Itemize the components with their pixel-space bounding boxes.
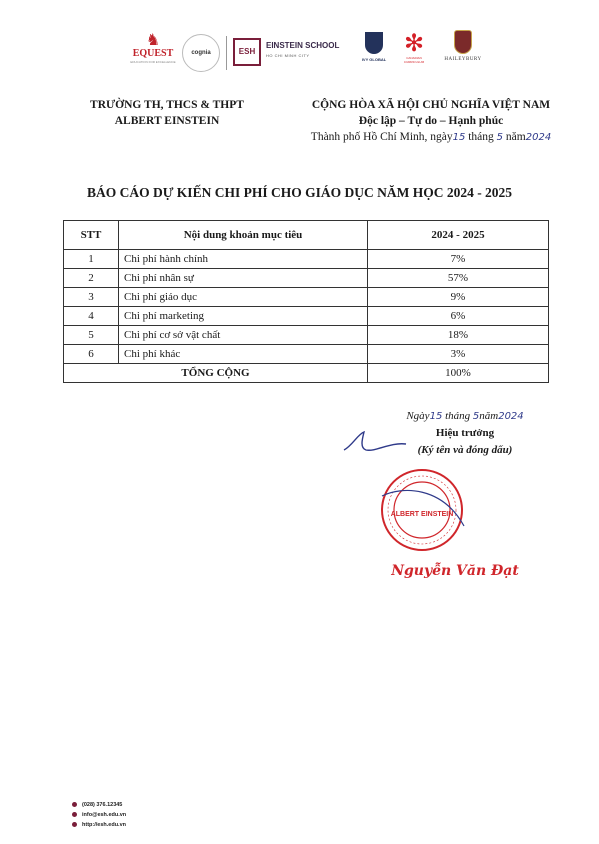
total-value: 100%	[368, 364, 549, 383]
contact-web[interactable]	[72, 820, 126, 830]
row-stt: 3	[64, 288, 119, 307]
bullet-icon	[72, 812, 77, 817]
shield-icon	[365, 32, 383, 54]
signer-role: Hiệu trưởng	[435, 427, 495, 439]
phone-text: (028) 376.12345	[82, 802, 123, 808]
ivy-logo-text: IVY GLOBAL	[361, 57, 387, 62]
equest-logo-subtext: EDUCATION FOR EXCELLENCE	[130, 60, 176, 64]
total-row	[64, 364, 549, 383]
sig-month-label: tháng	[445, 410, 471, 422]
row-value: 3%	[368, 345, 549, 364]
nation-title: CỘNG HÒA XÃ HỘI CHỦ NGHĨA VIỆT NAM	[311, 99, 551, 111]
national-motto: Độc lập – Tự do – Hạnh phúc	[358, 115, 504, 127]
maple-logo-text: CANADIAN CURRICULUM	[403, 56, 425, 64]
esh-school-name: EINSTEIN SCHOOL	[266, 41, 340, 50]
row-description: Chi phí cơ sở vật chất	[119, 326, 368, 345]
total-label: TỔNG CỘNG	[64, 364, 368, 383]
header-stt: STT	[64, 221, 119, 250]
email-text[interactable]: info@esh.edu.vn	[82, 812, 127, 818]
canadian-curriculum-logo	[398, 30, 430, 74]
signer-name: Nguyễn Văn Đạt	[391, 563, 519, 579]
row-description: Chi phí marketing	[119, 307, 368, 326]
esh-mark: ESH	[233, 38, 261, 66]
signature-date	[380, 408, 550, 425]
row-value: 9%	[368, 288, 549, 307]
esh-city: HO CHI MINH CITY	[266, 53, 310, 58]
school-stamp	[372, 466, 472, 554]
report-title: BÁO CÁO DỰ KIẾN CHI PHÍ CHO GIÁO DỤC NĂM HỌC 2024 - 2025	[86, 185, 513, 200]
row-stt: 5	[64, 326, 119, 345]
equest-logo-text: EQUEST	[132, 48, 174, 59]
national-header	[286, 97, 576, 146]
ivy-global-logo	[361, 32, 387, 74]
table-row	[64, 326, 549, 345]
sig-handwritten-month: 5	[472, 411, 480, 422]
stamp-text: ALBERT EINSTEIN	[390, 511, 454, 518]
year-label: năm	[505, 131, 526, 143]
table-row	[64, 269, 549, 288]
cognia-logo	[182, 34, 220, 72]
table-row	[64, 307, 549, 326]
place-date-line	[286, 129, 576, 146]
handwritten-day: 15	[452, 132, 466, 143]
header-description: Nội dung khoản mục tiêu	[119, 221, 368, 250]
contact-footer	[72, 800, 126, 830]
logo-divider	[226, 36, 227, 70]
haileybury-logo	[444, 30, 482, 76]
table-row	[64, 250, 549, 269]
school-name-line2: ALBERT EINSTEIN	[114, 115, 220, 127]
signature-note: (Ký tên và đóng dấu)	[417, 444, 513, 456]
contact-email[interactable]	[72, 810, 126, 820]
school-name-line1: TRƯỜNG TH, THCS & THPT	[90, 99, 244, 111]
sig-handwritten-year: 2024	[498, 411, 524, 422]
bullet-icon	[72, 802, 77, 807]
place-date-prefix: Thành phố Hồ Chí Minh, ngày	[310, 131, 453, 143]
cognia-logo-text: cognia	[191, 50, 211, 56]
maple-leaf-icon: ✻	[403, 29, 425, 57]
signature-scribble	[340, 428, 410, 458]
crest-icon	[454, 30, 472, 54]
website-text[interactable]: http://esh.edu.vn	[82, 822, 126, 828]
row-stt: 2	[64, 269, 119, 288]
budget-table	[63, 220, 549, 383]
logo-strip	[0, 28, 599, 78]
row-value: 18%	[368, 326, 549, 345]
row-value: 7%	[368, 250, 549, 269]
school-header	[82, 97, 252, 129]
header-year: 2024 - 2025	[368, 221, 549, 250]
row-description: Chi phí giáo dục	[119, 288, 368, 307]
row-stt: 4	[64, 307, 119, 326]
row-value: 6%	[368, 307, 549, 326]
bullet-icon	[72, 822, 77, 827]
einstein-school-logo	[233, 38, 353, 68]
table-header-row	[64, 221, 549, 250]
row-stt: 6	[64, 345, 119, 364]
month-label: tháng	[468, 131, 494, 143]
sig-day-label: Ngày	[406, 410, 430, 422]
sig-handwritten-day: 15	[429, 411, 443, 422]
sig-year-label: năm	[479, 410, 499, 422]
haileybury-logo-text: HAILEYBURY	[444, 57, 482, 62]
table-row	[64, 345, 549, 364]
equest-logo	[128, 32, 178, 74]
row-value: 57%	[368, 269, 549, 288]
contact-phone	[72, 800, 126, 810]
row-stt: 1	[64, 250, 119, 269]
handwritten-year: 2024	[525, 132, 552, 143]
table-row	[64, 288, 549, 307]
row-description: Chi phí khác	[119, 345, 368, 364]
row-description: Chi phí nhân sự	[119, 269, 368, 288]
handwritten-month: 5	[496, 132, 504, 143]
row-description: Chi phí hành chính	[119, 250, 368, 269]
eagle-icon: ♞	[145, 30, 161, 49]
